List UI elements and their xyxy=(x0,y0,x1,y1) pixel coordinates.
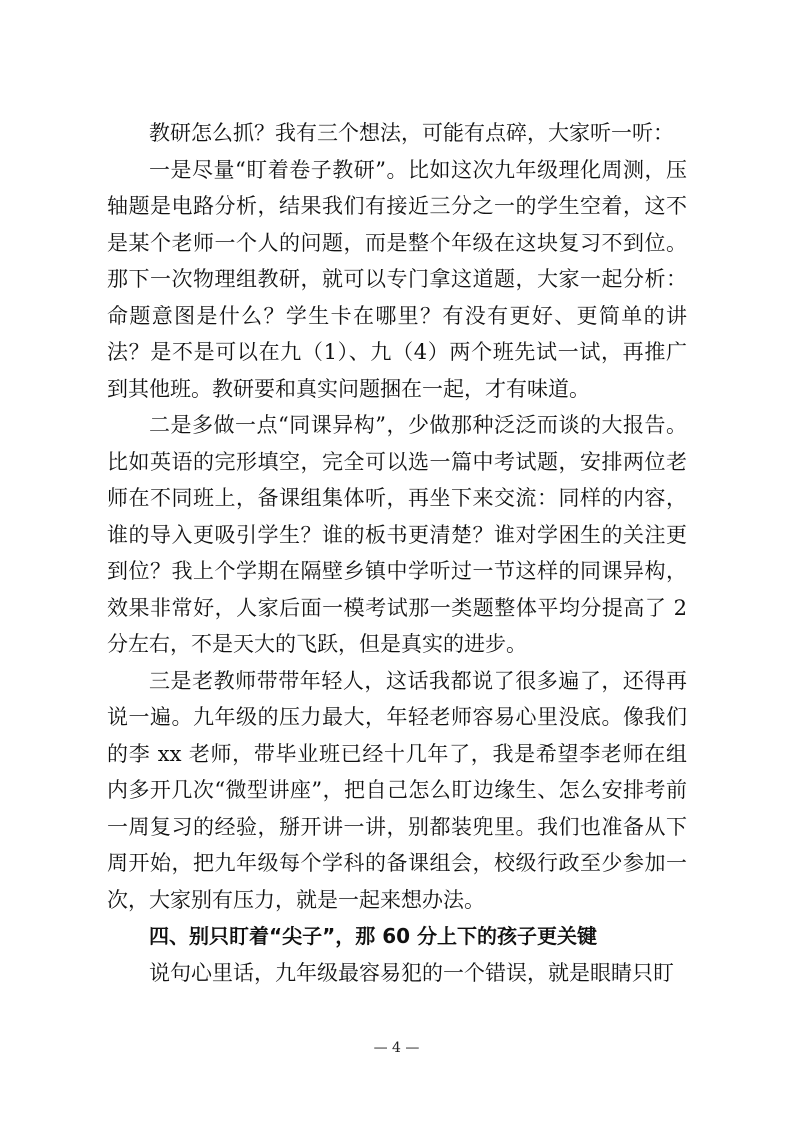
paragraph-point-three xyxy=(107,663,687,919)
paragraph-last: 说句心里话，九年级最容易犯的一个错误，就是眼睛只盯 xyxy=(149,960,674,985)
document-body xyxy=(107,115,687,991)
paragraph-lead: 一是 xyxy=(149,157,193,182)
paragraph-lead: 二是 xyxy=(149,413,193,437)
paragraph-intro xyxy=(107,115,687,152)
paragraph-point-two xyxy=(107,407,687,663)
paragraph-text: 老教师带带年轻人，这话我都说了很多遍了，还得再说一遍。九年级的压力最大，年轻老师容易心里没底。像我们的李 xx 老师，带毕业班已经十几年了，我是希望李老师在组内多开几次“微型讲座”，把自己怎么盯边缘生、怎么安排考前一周复习的经验，掰开讲一讲，别都装兜里。我们也准备从下周开始，把九年级每个学科的备课组会，校级行政至少参加一次，大家别有压力，就是一起来想办法。 xyxy=(107,668,688,912)
section-heading: 四、别只盯着“尖子”，那 60 分上下的孩子更关键 xyxy=(149,924,598,948)
paragraph-text: 教研怎么抓？我有三个想法，可能有点碎，大家听一听： xyxy=(149,121,674,145)
paragraph-point-one xyxy=(107,152,687,408)
paragraph-text: 尽量“盯着卷子教研”。比如这次九年级理化周测，压轴题是电路分析，结果我们有接近三分之一的学生空着，这不是某个老师一个人的问题，而是整个年级在这块复习不到位。那下一次物理组教研，就可以专门拿这道题，大家一起分析：命题意图是什么？学生卡在哪里？有没有更好、更简单的讲法？是不是可以在九（1）、九（4）两个班先试一试，再推广到其他班。教研要和真实问题捆在一起，才有味道。 xyxy=(107,157,687,401)
paragraph-text: 多做一点“同课异构”，少做那种泛泛而谈的大报告。比如英语的完形填空，完全可以选一篇中考试题，安排两位老师在不同班上，备课组集体听，再坐下来交流：同样的内容，谁的导入更吸引学生？谁的板书更清楚？谁对学困生的关注更到位？我上个学期在隔壁乡镇中学听过一节这样的同课异构，效果非常好，人家后面一模考试那一类题整体平均分提高了 2 分左右，不是天大的飞跃，但是真实的进步。 xyxy=(107,413,687,656)
paragraph-lead: 三是 xyxy=(149,668,193,693)
page-number: — 4 — xyxy=(373,1040,420,1056)
